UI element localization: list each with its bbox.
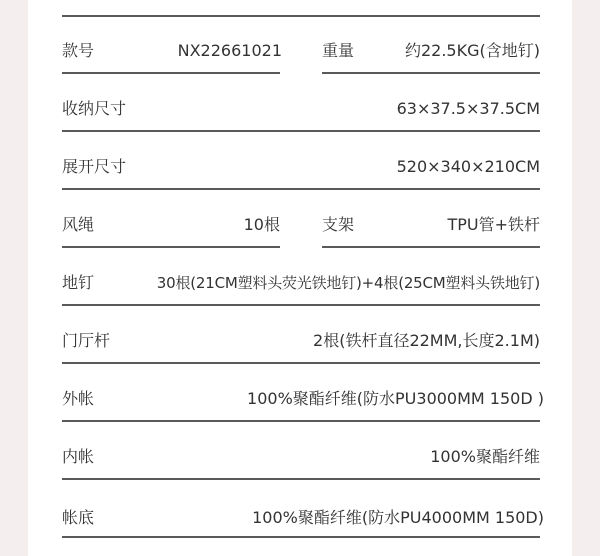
weight-label: 重量	[322, 41, 355, 60]
rule-4b	[322, 246, 540, 248]
frame-value: TPU管+铁杆	[447, 215, 540, 234]
guyline-label: 风绳	[62, 215, 95, 234]
rule-8	[62, 478, 540, 480]
left-margin	[0, 0, 28, 556]
rule-6	[62, 362, 540, 364]
rule-5	[62, 304, 540, 306]
outer-tent-value: 100%聚酯纤维(防水PU3000MM 150D )	[247, 389, 544, 408]
rule-3	[62, 188, 540, 190]
rule-4a	[62, 246, 280, 248]
rule-7	[62, 420, 540, 422]
stakes-label: 地钉	[62, 273, 95, 292]
rule-2	[62, 130, 540, 132]
floor-label: 帐底	[62, 508, 95, 527]
rule-1b	[322, 72, 540, 74]
model-value: NX22661021	[177, 41, 282, 60]
door-pole-label: 门厅杆	[62, 331, 111, 350]
weight-value: 约22.5KG(含地钉)	[404, 41, 540, 60]
rule-1a	[62, 72, 280, 74]
door-pole-value: 2根(铁杆直径22MM,长度2.1M)	[313, 331, 540, 350]
frame-label: 支架	[322, 215, 355, 234]
guyline-value: 10根	[243, 215, 280, 234]
outer-tent-label: 外帐	[62, 389, 95, 408]
stakes-value: 30根(21CM塑料头荧光铁地钉)+4根(25CM塑料头铁地钉)	[156, 274, 540, 292]
unfolded-size-value: 520×340×210CM	[396, 157, 540, 176]
right-margin	[572, 0, 600, 556]
inner-tent-label: 内帐	[62, 447, 95, 466]
model-label: 款号	[62, 41, 95, 60]
floor-value: 100%聚酯纤维(防水PU4000MM 150D)	[252, 508, 544, 527]
unfolded-size-label: 展开尺寸	[62, 157, 127, 176]
inner-tent-value: 100%聚酯纤维	[430, 447, 540, 466]
packed-size-label: 收纳尺寸	[62, 99, 127, 118]
rule-top	[62, 15, 540, 17]
packed-size-value: 63×37.5×37.5CM	[396, 99, 540, 118]
rule-9	[62, 536, 540, 538]
